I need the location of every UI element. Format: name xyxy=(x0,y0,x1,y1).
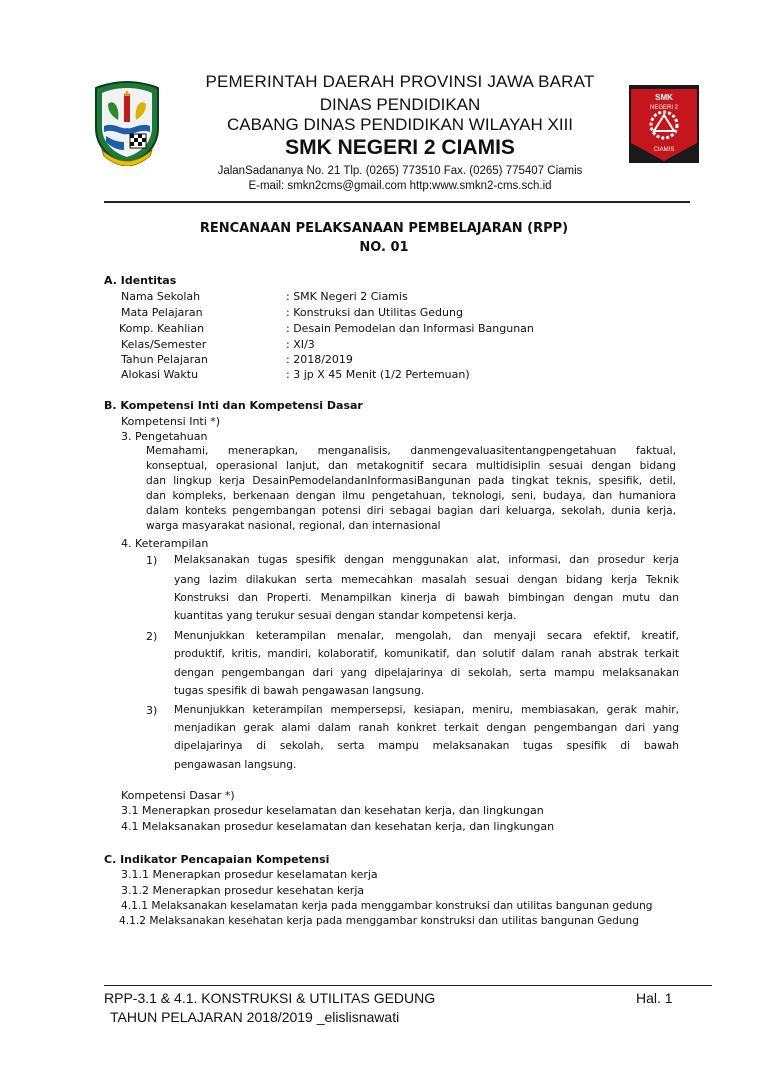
ki3-text-line: dalam konteks pengembangan potensi diri sebagai bagian dari keluarga, sekolah, dunia kerja, xyxy=(146,505,676,517)
indicator-item: 4.1.2 Melaksanakan kesehatan kerja pada menggambar konstruksi dan utilitas bangunan Gedung xyxy=(119,915,639,927)
ki4-item-line: yang lazim dilakukan serta memecahkan masalah sesuai dengan bidang kerja Teknik xyxy=(174,574,679,586)
ki4-item-line: tugas spesifik di bawah pengawasan langsung. xyxy=(174,685,425,697)
ki4-label: 4. Keterampilan xyxy=(121,537,209,550)
footer-title: RPP-3.1 & 4.1. KONSTRUKSI & UTILITAS GEDUNG xyxy=(104,990,436,1006)
ki4-item-line: pengawasan langsung. xyxy=(174,759,297,771)
identity-value: : Desain Pemodelan dan Informasi Bangunan xyxy=(286,322,534,335)
kd-item: 3.1 Menerapkan prosedur keselamatan dan kesehatan kerja, dan lingkungan xyxy=(121,804,544,817)
ki4-item-line: Menunjukkan keterampilan mempersepsi, kesiapan, meniru, membiasakan, gerak mahir, xyxy=(174,704,679,716)
identity-label: Alokasi Waktu xyxy=(121,368,199,381)
kd-label: Kompetensi Dasar *) xyxy=(121,789,235,802)
ki3-label: 3. Pengetahuan xyxy=(121,430,208,443)
identity-label: Kelas/Semester xyxy=(121,338,207,351)
section-a-heading: A. Identitas xyxy=(104,274,177,287)
identity-label: Nama Sekolah xyxy=(121,290,201,303)
ki3-text-line: Memahami, menerapkan, menganalisis, danmengevaluasitentangpengetahuan faktual, xyxy=(146,445,676,457)
page-number: Hal. 1 xyxy=(636,990,673,1006)
svg-text:NEGERI 2: NEGERI 2 xyxy=(649,105,679,111)
ki4-item-line: Konstruksi dan Properti. Menampilkan kinerja di bawah bimbingan dengan mutu dan xyxy=(174,592,679,604)
footer-year: TAHUN PELAJARAN 2018/2019 _elislisnawati xyxy=(110,1009,400,1025)
ki-label: Kompetensi Inti *) xyxy=(121,415,221,428)
footer-divider xyxy=(104,985,712,986)
document-number: NO. 01 xyxy=(359,240,409,255)
school-contact: E-mail: smkn2cms@gmail.com http:www.smkn2-cms.sch.id xyxy=(248,180,552,192)
letterhead-divider xyxy=(104,201,690,203)
indicator-item: 3.1.2 Menerapkan prosedur kesehatan kerja xyxy=(121,884,365,897)
section-b-heading: B. Kompetensi Inti dan Kompetensi Dasar xyxy=(104,399,363,412)
identity-value: : SMK Negeri 2 Ciamis xyxy=(286,290,408,303)
ki4-item-number: 1) xyxy=(146,554,158,567)
ki4-item-line: Melaksanakan tugas spesifik dengan menggunakan alat, informasi, dan prosedur kerja xyxy=(174,554,679,566)
identity-value: : 3 jp X 45 Menit (1/2 Pertemuan) xyxy=(286,368,470,381)
identity-value: : Konstruksi dan Utilitas Gedung xyxy=(286,306,463,319)
smk-negeri-2-ciamis-emblem-icon xyxy=(629,85,699,163)
kd-item: 4.1 Melaksanakan prosedur keselamatan dan kesehatan kerja, dan lingkungan xyxy=(121,820,555,833)
indicator-item: 4.1.1 Melaksanakan keselamatan kerja pada menggambar konstruksi dan utilitas bangunan gedung xyxy=(121,900,653,912)
jawa-barat-crest-icon xyxy=(92,80,162,166)
identity-value: : XI/3 xyxy=(286,338,315,351)
ki4-item-line: dengan pengembangan dari yang dipelajarinya di sekolah, serta mampu melaksanakan xyxy=(174,667,679,679)
ki4-item-line: Menunjukkan keterampilan menalar, mengolah, dan menyaji secara efektif, kreatif, xyxy=(174,630,679,642)
ki4-item-line: dipelajarinya di sekolah, serta mampu melaksanakan tugas spesifik di bawah xyxy=(174,740,679,752)
identity-value: : 2018/2019 xyxy=(286,353,353,366)
ki4-item-number: 3) xyxy=(146,704,158,717)
ki3-text-line: konseptual, operasional lanjut, dan metakognitif secara multidisiplin sesuai dengan bidang xyxy=(146,460,676,472)
ki4-item-line: menjadikan gerak alami dalam ranah konkret terkait dengan pengembangan dari yang xyxy=(174,722,679,734)
letterhead xyxy=(0,0,768,210)
school-address: JalanSadananya No. 21 Tlp. (0265) 773510 Fax. (0265) 775407 Ciamis xyxy=(217,165,583,177)
ki4-item-line: kuantitas yang terukur sesuai dengan standar kompetensi kerja. xyxy=(174,610,517,622)
ki4-item-line: produktif, kritis, mandiri, kolaboratif, komunikatif, dan solutif dalam ranah abstrak terkait xyxy=(174,648,679,660)
identity-label: Komp. Keahlian xyxy=(119,322,205,335)
ki3-text-line: dan kompleks, berkenaan dengan ilmu pengetahuan, teknologi, seni, budaya, dan humaniora xyxy=(146,490,676,502)
identity-label: Tahun Pelajaran xyxy=(121,353,208,366)
ki4-item-number: 2) xyxy=(146,630,158,643)
section-c-heading: C. Indikator Pencapaian Kompetensi xyxy=(104,853,330,866)
ki3-text-line: warga masyarakat nasional, regional, dan internasional xyxy=(146,520,441,532)
letterhead-branch: CABANG DINAS PENDIDIKAN WILAYAH XIII xyxy=(226,115,574,134)
indicator-item: 3.1.1 Menerapkan prosedur keselamatan kerja xyxy=(121,868,378,881)
letterhead-government: PEMERINTAH DAERAH PROVINSI JAWA BARAT xyxy=(205,72,595,91)
svg-text:CIAMIS: CIAMIS xyxy=(653,147,675,153)
letterhead-agency: DINAS PENDIDIKAN xyxy=(319,95,481,114)
identity-label: Mata Pelajaran xyxy=(121,306,203,319)
school-name: SMK NEGERI 2 CIAMIS xyxy=(285,136,515,159)
document-title: RENCANAAN PELAKSANAAN PEMBELAJARAN (RPP) xyxy=(199,221,569,236)
svg-text:SMK: SMK xyxy=(655,93,673,102)
ki3-text-line: dan lingkup kerja DesainPemodelandanInformasiBangunan pada tingkat teknis, spesifik, detil, xyxy=(146,475,676,487)
